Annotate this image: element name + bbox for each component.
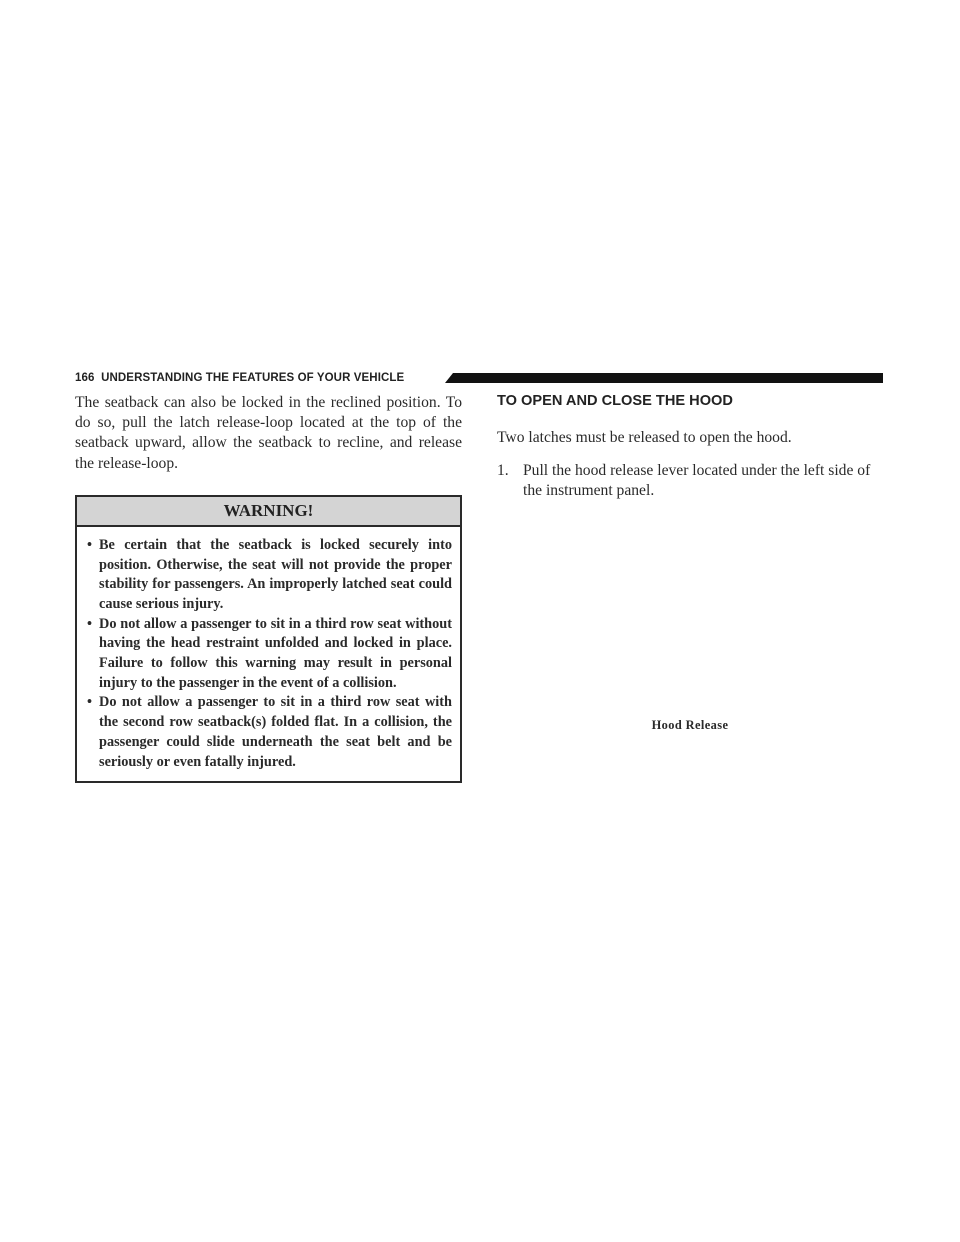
warning-item-text: Be certain that the seatback is locked securely into position. Otherwise, the seat will not provide the proper stability for passengers. An improperly latched seat could cause serious injury. bbox=[99, 536, 452, 612]
running-header bbox=[75, 371, 883, 385]
figure-caption: Hood Release bbox=[651, 718, 729, 732]
step-text: Pull the hood release lever located under the left side of the instrument panel. bbox=[523, 462, 871, 500]
left-column bbox=[75, 393, 462, 783]
hood-release-figure bbox=[497, 500, 883, 732]
warning-item-text: Do not allow a passenger to sit in a third row seat without having the head restraint unfolded and locked in place. Failure to follow this warning may result in personal injury to the passenger in the event of a collision. bbox=[99, 615, 452, 691]
section-name: UNDERSTANDING THE FEATURES OF YOUR VEHICLE bbox=[101, 372, 405, 384]
page-number: 166 bbox=[75, 372, 95, 384]
warning-title: WARNING! bbox=[77, 497, 460, 527]
warning-box bbox=[75, 495, 462, 783]
warning-item bbox=[87, 536, 452, 615]
bullet-icon: • bbox=[87, 536, 93, 553]
right-column bbox=[497, 393, 883, 502]
hood-intro: Two latches must be released to open the hood. bbox=[497, 429, 792, 446]
warning-list bbox=[77, 527, 460, 781]
warning-item-text: Do not allow a passenger to sit in a third row seat with the second row seatback(s) folded flat. In a collision, the passenger could slide underneath the seat belt and be seriously or even fatally injured. bbox=[99, 694, 452, 770]
step-item bbox=[497, 461, 883, 501]
bullet-icon: • bbox=[87, 615, 93, 632]
warning-item bbox=[87, 693, 452, 772]
warning-item bbox=[87, 615, 452, 694]
bullet-icon: • bbox=[87, 694, 93, 711]
intro-paragraph: The seatback can also be locked in the reclined position. To do so, pull the latch release-loop located at the top of the seatback upward, allow the seatback to recline, and release the release-loop. bbox=[75, 394, 462, 472]
section-title: TO OPEN AND CLOSE THE HOOD bbox=[497, 393, 733, 409]
step-number: 1. bbox=[497, 462, 509, 480]
header-text bbox=[75, 371, 404, 385]
header-rule bbox=[445, 373, 883, 383]
